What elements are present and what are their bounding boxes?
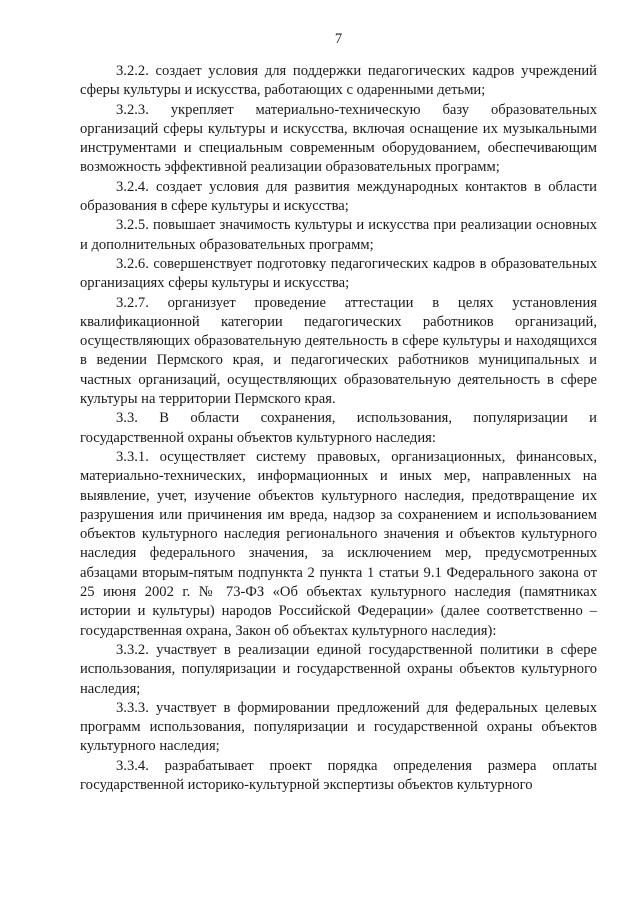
page-number: 7 (334, 31, 343, 47)
paragraph-3-3-1: 3.3.1. осуществляет систему правовых, организационных, финансовых, материально-технических, информационных и иных мер, направленных на выявление, учет, изучение объектов культурного наследия, предотвращение их разрушения или причинения им вреда, надзор за сохранением и использованием объектов культурного наследия регионального значения и объектов культурного наследия федерального значения, за исключением мер, предусмотренных абзацами вторым-пятым подпункта 2 пункта 1 статьи 9.1 Федерального закона от 25 июня 2002 г. № 73-ФЗ «Об объектах культурного наследия (памятниках истории и культуры) народов Российской Федерации» (далее соответственно – государственная охрана, Закон об объектах культурного наследия): (80, 448, 597, 639)
paragraph-3-2-4: 3.2.4. создает условия для развития международных контактов в области образования в сфере культуры и искусства; (80, 178, 597, 215)
paragraph-3-2-7: 3.2.7. организует проведение аттестации в целях установления квалификационной категории педагогических работников организаций, осуществляющих образовательную деятельность в сфере культуры и находящихся в ведении Пермского края, и педагогических работников муниципальных и частных организаций, осуществляющих образовательную деятельность в сфере культуры на территории Пермского края. (80, 294, 597, 408)
document-page (80, 30, 597, 795)
paragraph-3-3-4: 3.3.4. разрабатывает проект порядка определения размера оплаты государственной историко-культурной экспертизы объектов культурного (80, 757, 597, 793)
paragraph-3-2-5: 3.2.5. повышает значимость культуры и искусства при реализации основных и дополнительных образовательных программ; (80, 217, 597, 253)
paragraph-3-3: 3.3. В области сохранения, использования, популяризации и государственной охраны объектов культурного наследия: (80, 410, 597, 446)
paragraph-3-2-2: 3.2.2. создает условия для поддержки педагогических кадров учреждений сферы культуры и искусства, работающих с одаренными детьми; (80, 63, 597, 99)
paragraph-3-3-3: 3.3.3. участвует в формировании предложений для федеральных целевых программ использования, популяризации и государственной охраны объектов культурного наследия; (80, 699, 597, 755)
paragraph-3-3-2: 3.3.2. участвует в реализации единой государственной политики в сфере использования, популяризации и государственной охраны объектов культурного наследия; (80, 641, 597, 697)
paragraph-3-2-3: 3.2.3. укрепляет материально-техническую базу образовательных организаций сферы культуры и искусства, включая оснащение их музыкальными инструментами и специальным современным оборудованием, обеспечивающим возможность эффективной реализации образовательных программ; (80, 101, 597, 176)
paragraph-3-2-6: 3.2.6. совершенствует подготовку педагогических кадров в образовательных организациях сферы культуры и искусства; (80, 255, 597, 292)
